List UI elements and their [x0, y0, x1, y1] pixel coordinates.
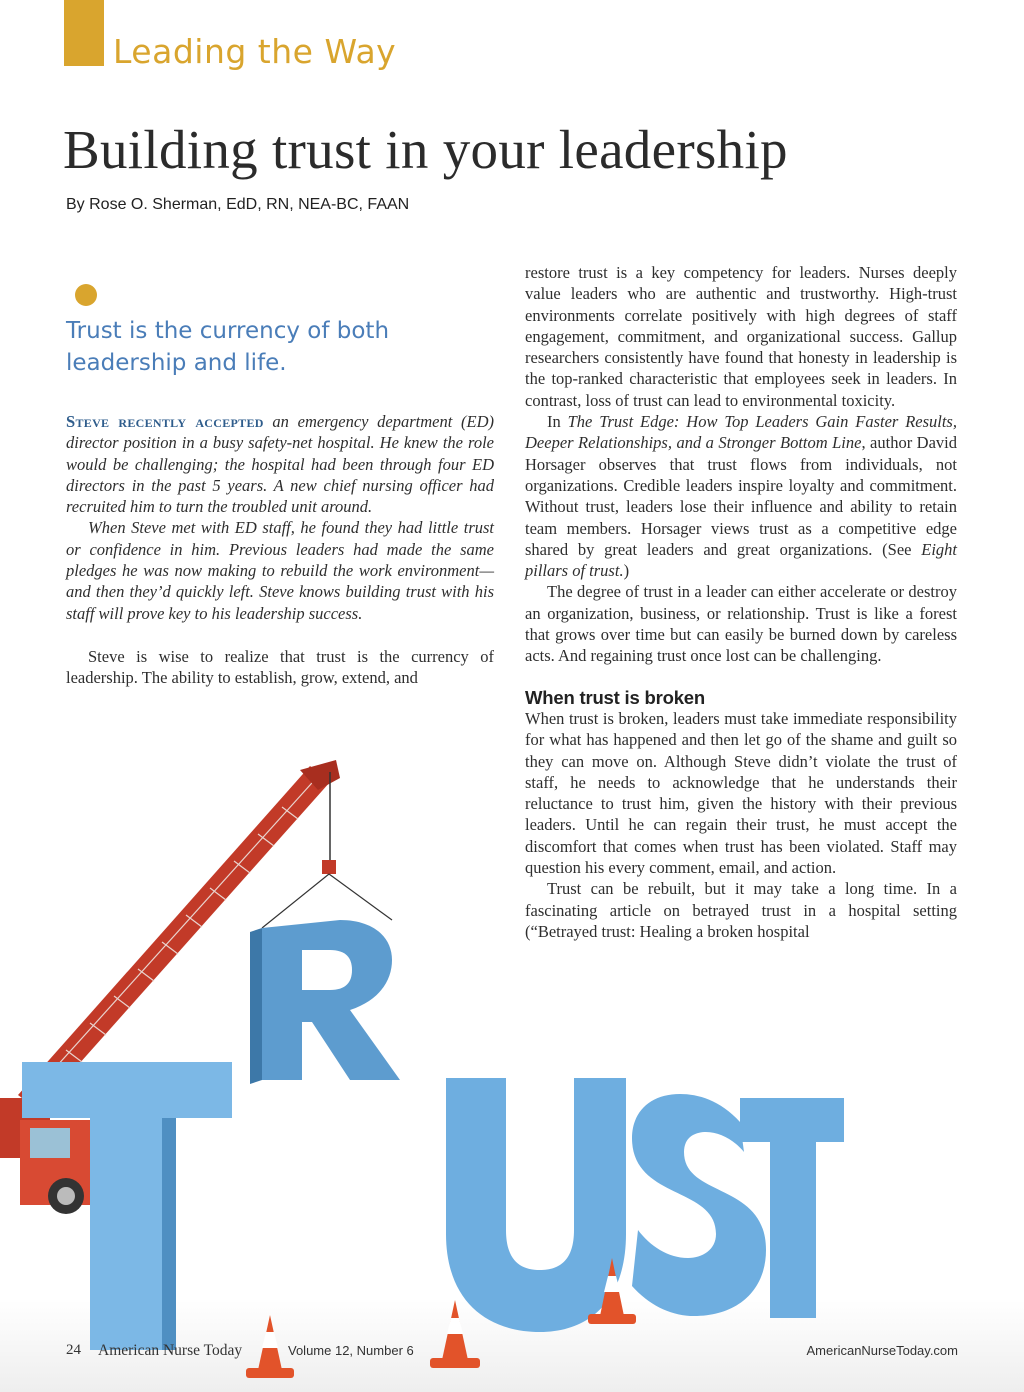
left-column — [66, 411, 494, 689]
body-paragraph-5: When trust is broken, leaders must take immediate responsibility for what has happened and then let go of the shame and guilt so they can move on. Although Steve didn’t violate the trust of staff, he needs to acknowledge that he understands their reluctance to trust him, given the history with their previous leaders. Until he can regain their trust, he must accept the discomfort that comes when trust has been violated. Staff may question his every comment, email, and action. — [525, 708, 957, 878]
section-color-bar — [64, 0, 104, 66]
magazine-name: American Nurse Today — [98, 1342, 243, 1359]
sidebar-reference: Eight pillars of trust. — [525, 539, 957, 581]
sling-left — [262, 874, 329, 928]
sling-right — [329, 874, 392, 920]
body-paragraph-4: The degree of trust in a leader can either accelerate or destroy an organization, business, or relationship. Trust is like a forest that grows over time but can easily be burned down by careless acts. And regaining trust once lost can be challenging. — [525, 582, 957, 666]
pull-quote: Trust is the currency of both leadership and life. — [66, 318, 390, 376]
subhead-trust-broken: When trust is broken — [525, 686, 705, 708]
website-link[interactable]: AmericanNurseToday.com — [806, 1343, 958, 1358]
trust-crane-illustration — [0, 760, 1024, 1392]
page-number: 24 — [66, 1342, 81, 1358]
crane-hook — [322, 860, 336, 874]
intro-lead-in: Steve recently accepted — [66, 412, 264, 431]
article-headline: Building trust in your leadership — [63, 119, 788, 180]
intro-paragraph-1: Steve recently accepted an emergency department (ED) director position in a busy safety-net hospital. He knew the role would be challenging; the hospital had been through four ED directors in the past 5 years. A new chief nursing officer had recruited him to turn the troubled unit around. — [66, 412, 494, 517]
body-paragraph-3: In The Trust Edge: How Top Leaders Gain Faster Results, Deeper Relationships, and a Stronger Bottom Line, author David Horsager observes that trust flows from individuals, not organizations. Credible leaders inspire loyalty and commitment. Without trust, leaders lose their influence and ability to retain team members. Horsager views trust as a competitive edge shared by great leaders and great organizations. (See Eight pillars of trust.) — [525, 412, 957, 581]
intro-paragraph-2: When Steve met with ED staff, he found they had little trust or confidence in him. Previous leaders had made the same pledges he was now making to rebuild the work environment—and then they’d quickly left. Steve knows building trust with his staff will prove key to his leadership success. — [66, 518, 494, 623]
book-title: The Trust Edge: How Top Leaders Gain Faster Results, Deeper Relationships, and a Stronger Bottom Line — [525, 412, 957, 453]
issue-info: Volume 12, Number 6 — [288, 1343, 414, 1358]
letter-r — [250, 920, 400, 1084]
page-footer — [66, 1342, 958, 1362]
body-paragraph-2: restore trust is a key competency for leaders. Nurses deeply value leaders who are authentic and trustworthy. High-trust environments correlate positively with high degrees of staff engagement, commitment, and organizational success. Gallup researchers consistently have found that honesty in leadership is the top-ranked characteristic that employees seek in leaders. In contrast, loss of trust can lead to environmental toxicity. — [525, 263, 957, 410]
body-paragraph-1: Steve is wise to realize that trust is the currency of leadership. The ability to establish, grow, extend, and — [66, 646, 494, 688]
section-label: Leading the Way — [113, 32, 397, 71]
pull-quote-dot — [75, 284, 97, 306]
body-paragraph-6: Trust can be rebuilt, but it may take a long time. In a fascinating article on betrayed trust in a hospital setting (“Betrayed trust: Healing a broken hospital — [525, 879, 957, 941]
letter-u — [446, 1078, 626, 1332]
article-byline: By Rose O. Sherman, EdD, RN, NEA-BC, FAAN — [66, 196, 410, 213]
